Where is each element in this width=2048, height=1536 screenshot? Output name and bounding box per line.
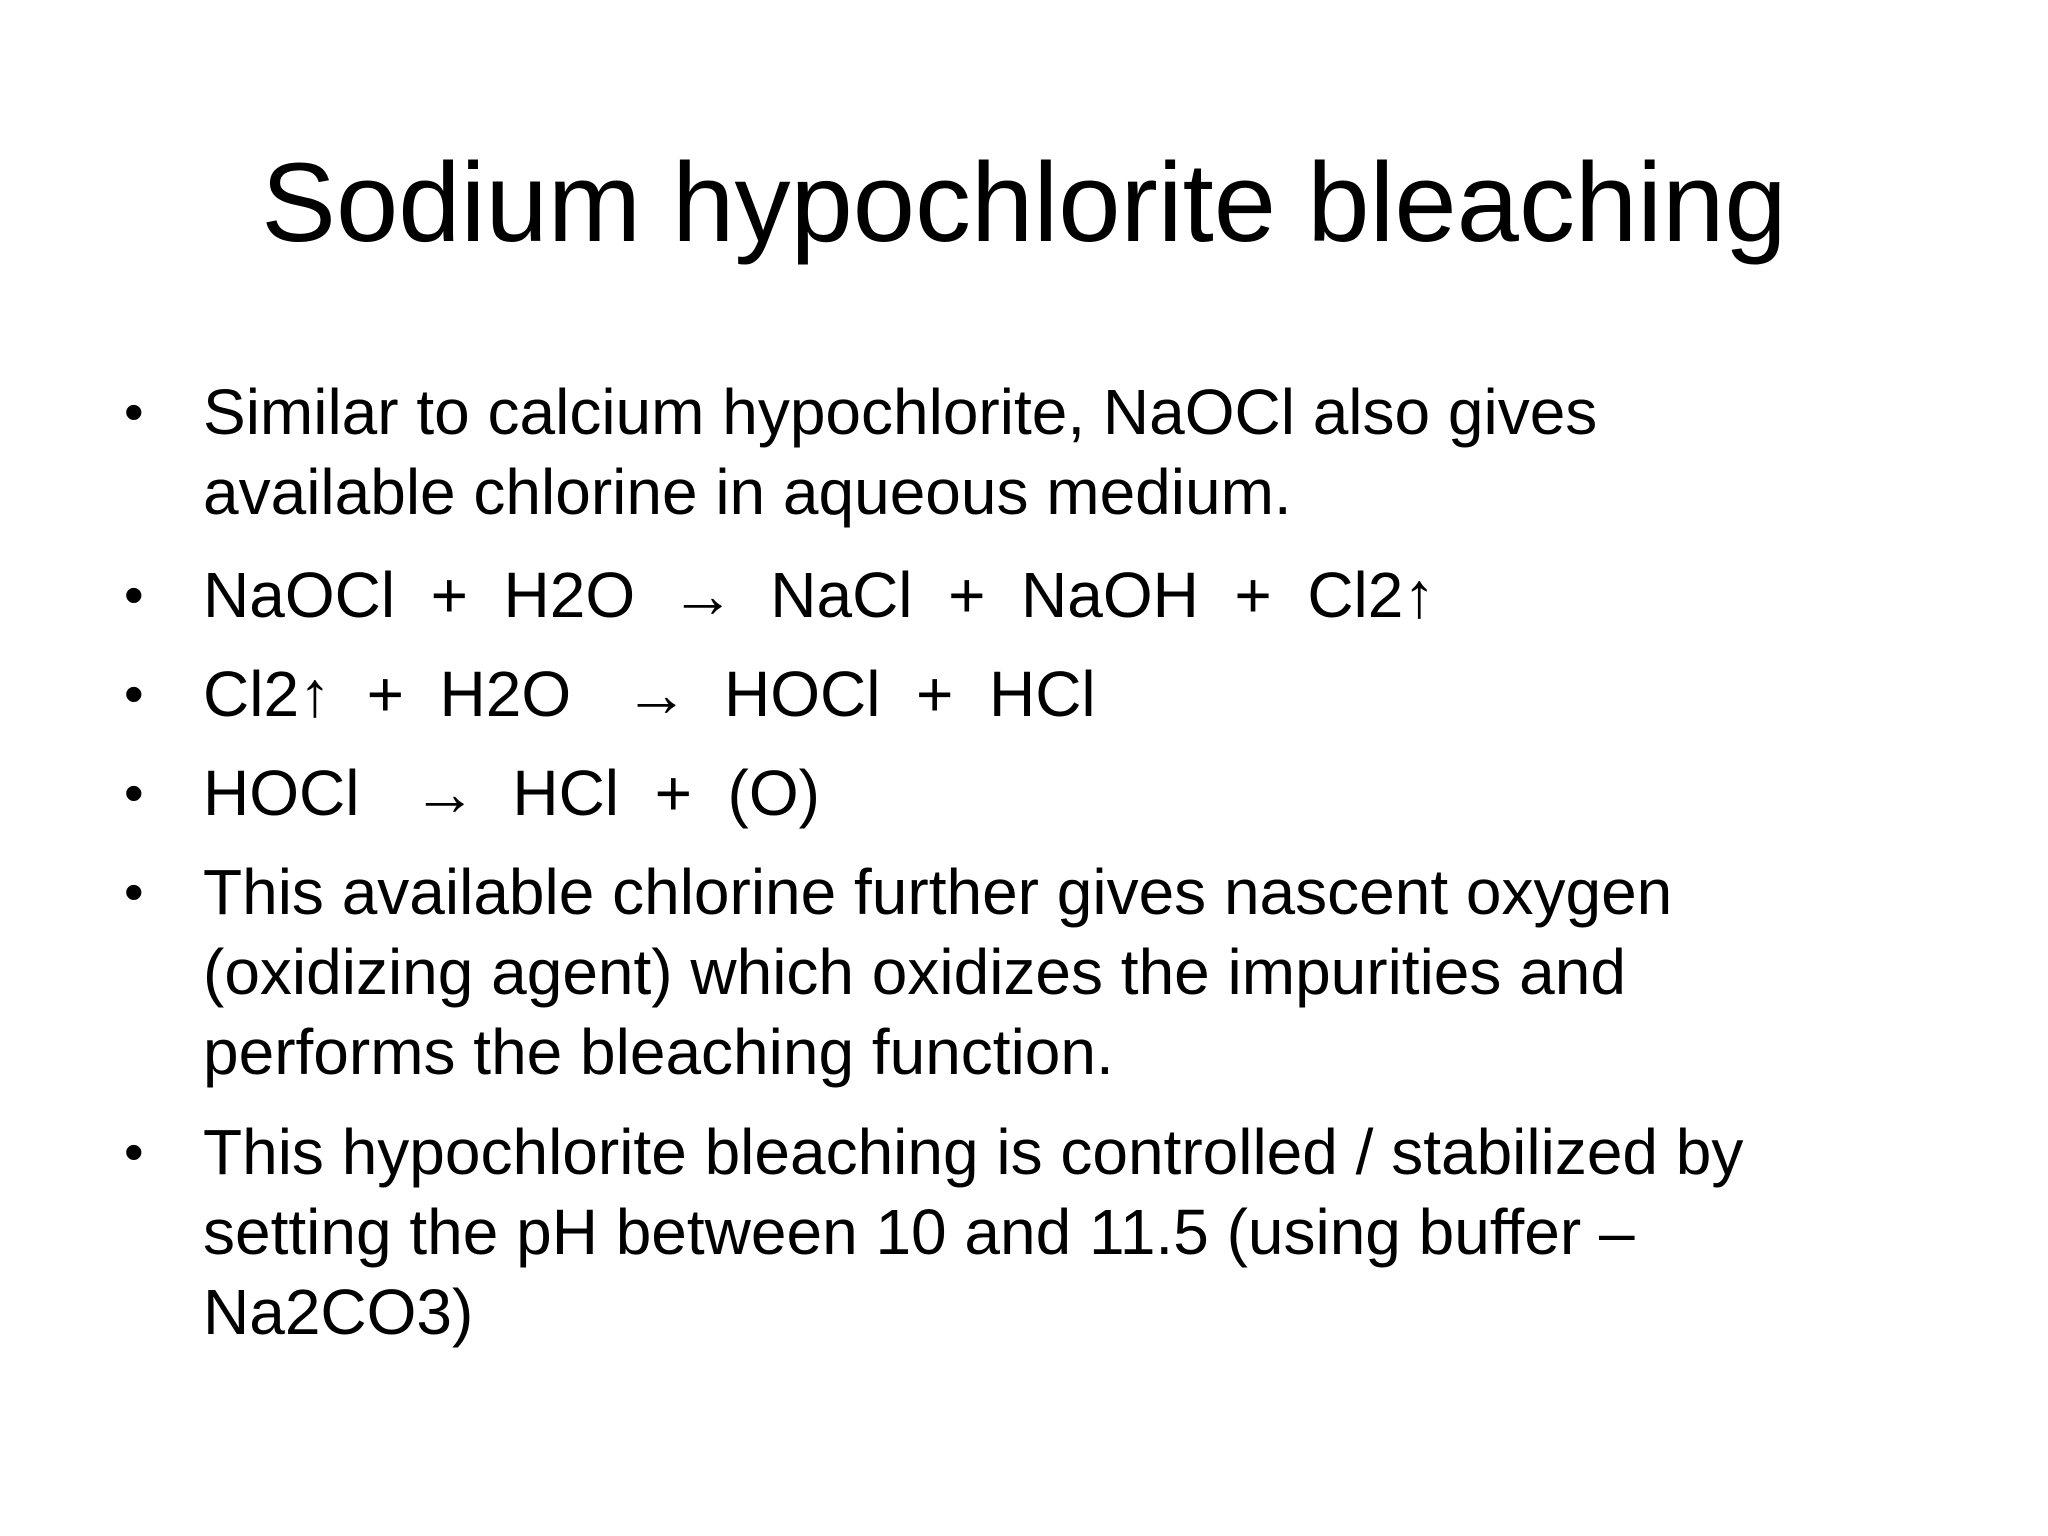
bullet-text-line: performs the bleaching function. xyxy=(203,1016,1114,1088)
bullet-text-line: This hypochlorite bleaching is controlled / stabilized by xyxy=(203,1116,1744,1188)
bullet-dot-icon: • xyxy=(124,1120,144,1183)
bullet-item xyxy=(124,852,1903,1092)
bullet-dot-icon: • xyxy=(124,563,144,626)
bullet-text-line: Na2CO3) xyxy=(203,1276,474,1348)
bullet-item xyxy=(124,372,1903,532)
bullet-text-line: Similar to calcium hypochlorite, NaOCl also gives xyxy=(203,376,1598,448)
bullet-dot-icon: • xyxy=(124,761,144,824)
bullet-text-line: available chlorine in aqueous medium. xyxy=(203,456,1292,528)
bullet-item xyxy=(124,1112,1903,1352)
equation-line: HOCl → HCl + (O) xyxy=(203,757,820,829)
bullet-text-line: setting the pH between 10 and 11.5 (using buffer – xyxy=(203,1196,1635,1268)
equation-line: NaOCl + H2O → NaCl + NaOH + Cl2↑ xyxy=(203,559,1436,631)
bullet-text-line: (oxidizing agent) which oxidizes the impurities and xyxy=(203,936,1626,1008)
bullet-text-line: This available chlorine further gives nascent oxygen xyxy=(203,856,1673,928)
bullet-item xyxy=(124,654,1903,734)
bullet-dot-icon: • xyxy=(124,380,144,443)
equation-line: Cl2↑ + H2O → HOCl + HCl xyxy=(203,658,1096,730)
bullet-dot-icon: • xyxy=(124,662,144,725)
bullet-item xyxy=(124,753,1903,833)
slide-title: Sodium hypochlorite bleaching xyxy=(261,140,1787,265)
bullet-dot-icon: • xyxy=(124,860,144,923)
bullet-item xyxy=(124,555,1903,635)
